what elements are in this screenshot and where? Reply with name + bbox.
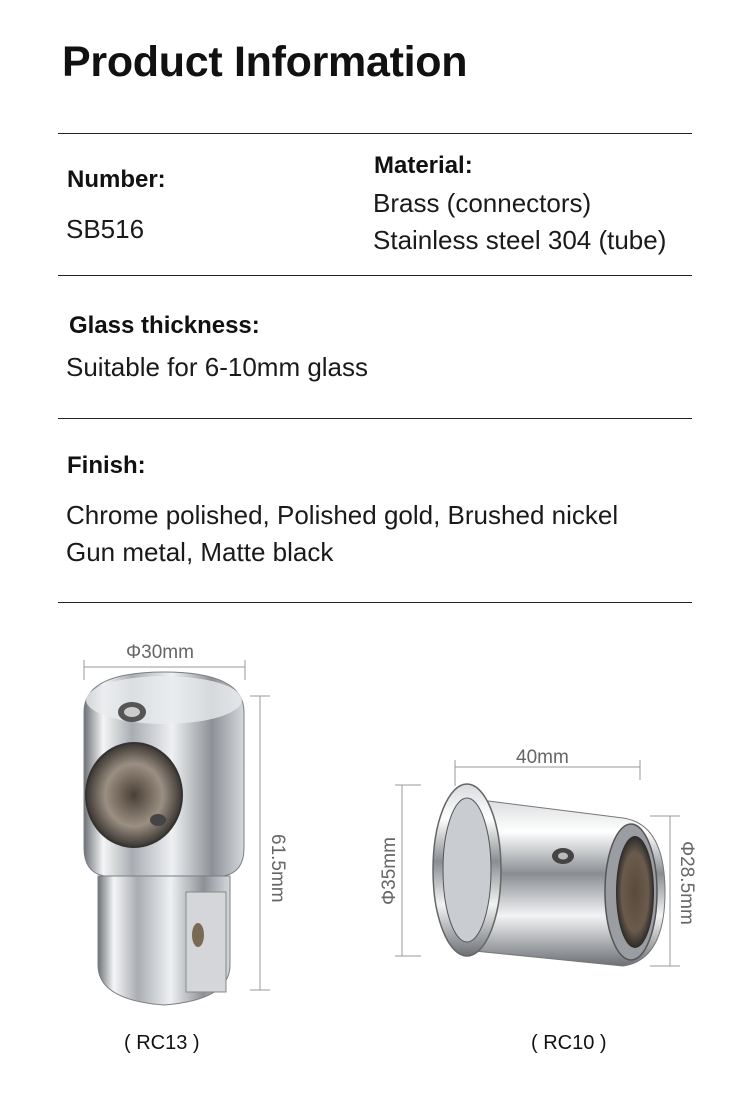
divider <box>58 602 692 603</box>
finish-line: Chrome polished, Polished gold, Brushed nickel <box>66 500 619 530</box>
rc10-product-image <box>395 760 695 980</box>
finish-label: Finish: <box>67 452 146 479</box>
number-label: Number: <box>67 166 166 193</box>
divider <box>58 418 692 419</box>
divider <box>58 133 692 134</box>
rc13-product-image <box>60 660 290 1020</box>
number-value: SB516 <box>66 214 145 244</box>
finish-line: Gun metal, Matte black <box>66 537 334 567</box>
glass-thickness-label: Glass thickness: <box>69 312 260 339</box>
rc10-length-dimension: 40mm <box>516 747 569 768</box>
material-label: Material: <box>374 152 473 179</box>
divider <box>58 275 692 276</box>
rc10-outer-diameter-dimension: Φ35mm <box>379 837 400 905</box>
rc10-inner-diameter-dimension: Φ28.5mm <box>676 841 697 925</box>
rc13-height-dimension: 61.5mm <box>267 834 288 903</box>
rc13-diameter-dimension: Φ30mm <box>126 642 194 663</box>
rc13-caption: ( RC13 ) <box>124 1032 200 1054</box>
material-line: Stainless steel 304 (tube) <box>373 225 667 255</box>
rc10-caption: ( RC10 ) <box>531 1032 607 1054</box>
material-line: Brass (connectors) <box>373 188 592 218</box>
page-title: Product Information <box>62 38 468 86</box>
glass-thickness-value: Suitable for 6-10mm glass <box>66 352 369 382</box>
